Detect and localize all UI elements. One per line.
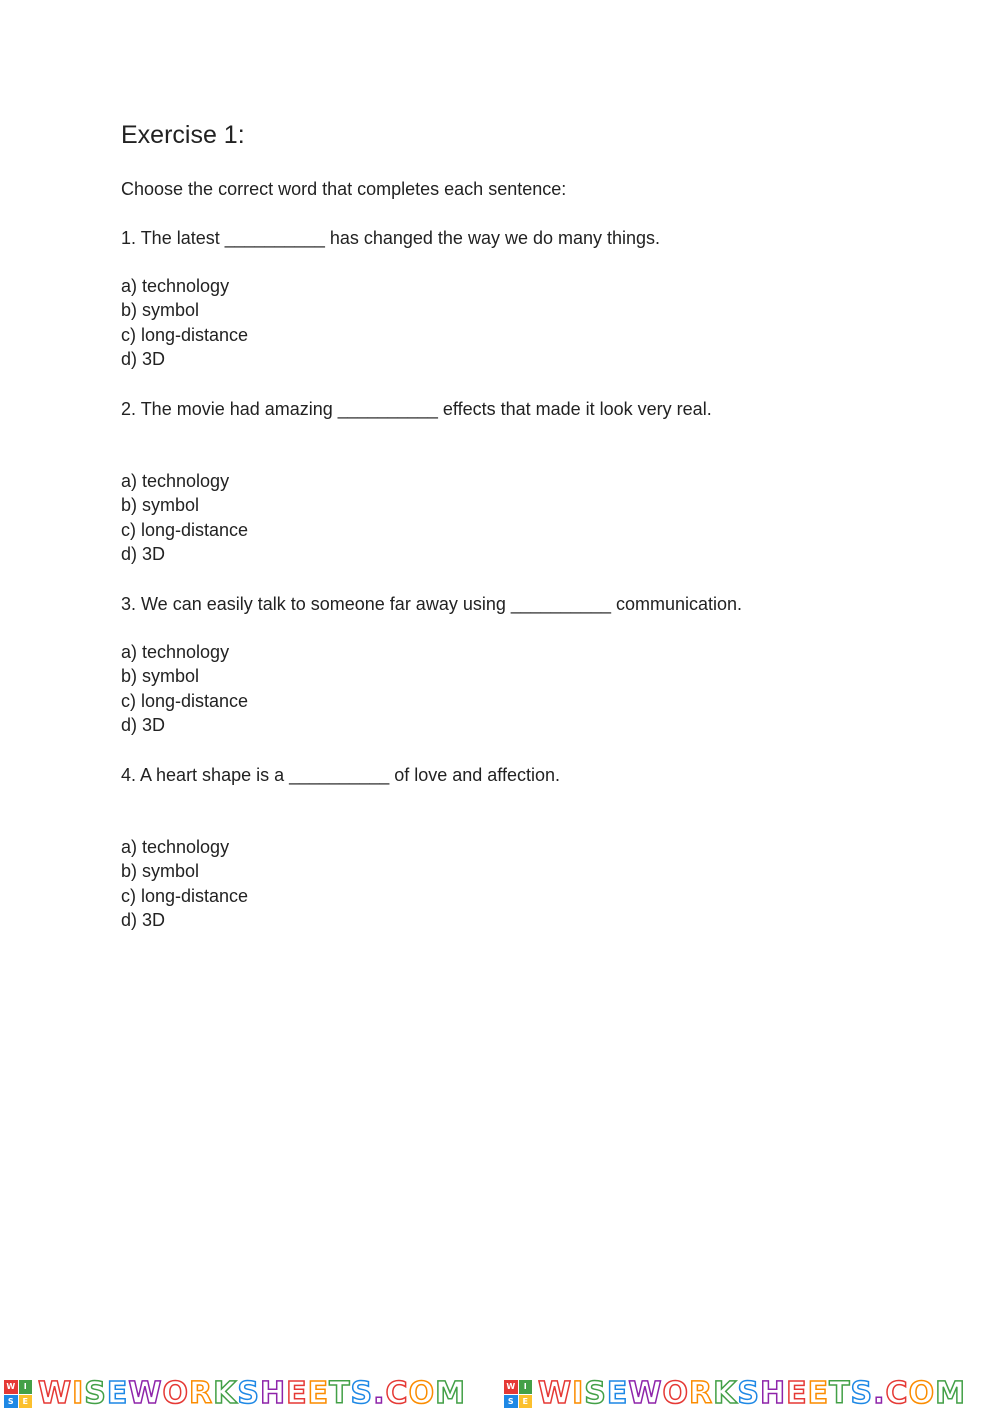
brand-letter: S (584, 1376, 607, 1411)
brand-letter: W (128, 1376, 163, 1411)
wise-logo-icon (504, 1380, 532, 1408)
brand-letter: . (873, 1376, 886, 1411)
wise-logo-icon (4, 1380, 32, 1408)
option-d: d) 3D (121, 715, 166, 736)
footer-watermark (0, 1378, 1000, 1410)
brand-watermark (4, 1378, 466, 1410)
instruction-text: Choose the correct word that completes each sentence: (121, 179, 567, 199)
option-d: d) 3D (121, 544, 166, 565)
brand-letter: . (373, 1376, 386, 1411)
brand-letter: E (286, 1376, 308, 1411)
option-c: c) long-distance (121, 690, 249, 711)
brand-letter: S (237, 1376, 260, 1411)
question-text: 1. The latest __________ has changed the way we do many things. (121, 228, 661, 248)
option-b: b) symbol (121, 861, 200, 882)
question-1 (121, 226, 941, 372)
brand-letter: T (829, 1376, 851, 1411)
brand-letter: S (350, 1376, 374, 1411)
option-list (121, 274, 941, 372)
brand-letter: E (807, 1376, 830, 1411)
brand-letter: O (162, 1376, 189, 1411)
question-2 (121, 397, 941, 567)
logo-letter: E (519, 1395, 533, 1409)
logo-letter: S (504, 1395, 518, 1409)
brand-letter: I (572, 1376, 585, 1411)
logo-letter: W (504, 1380, 518, 1394)
option-b: b) symbol (121, 300, 200, 321)
brand-letter: K (713, 1376, 738, 1411)
logo-letter: I (519, 1380, 533, 1394)
brand-letter: E (307, 1376, 330, 1411)
brand-letter: W (538, 1376, 573, 1411)
option-d: d) 3D (121, 349, 166, 370)
option-a: a) technology (121, 276, 230, 296)
brand-text (38, 1378, 466, 1410)
brand-letter: M (935, 1376, 966, 1411)
brand-letter: T (329, 1376, 351, 1411)
option-c: c) long-distance (121, 885, 249, 906)
brand-letter: C (885, 1376, 909, 1411)
brand-letter: H (259, 1376, 287, 1411)
brand-letter: H (759, 1376, 787, 1411)
logo-letter: W (4, 1380, 18, 1394)
option-b: b) symbol (121, 495, 200, 516)
brand-letter: S (737, 1376, 760, 1411)
brand-watermark (504, 1378, 966, 1410)
option-a: a) technology (121, 471, 230, 491)
option-b: b) symbol (121, 666, 200, 687)
logo-letter: S (4, 1395, 18, 1409)
brand-letter: C (385, 1376, 409, 1411)
brand-letter: R (688, 1376, 714, 1411)
question-3 (121, 592, 941, 738)
option-c: c) long-distance (121, 519, 249, 540)
brand-letter: E (106, 1376, 129, 1411)
brand-letter: S (84, 1376, 107, 1411)
option-a: a) technology (121, 642, 230, 662)
brand-letter: W (38, 1376, 73, 1411)
option-a: a) technology (121, 837, 230, 857)
question-4 (121, 763, 941, 933)
brand-letter: O (408, 1376, 436, 1411)
brand-letter: E (606, 1376, 629, 1411)
option-d: d) 3D (121, 910, 166, 931)
question-text: 3. We can easily talk to someone far away using __________ communication. (121, 594, 743, 614)
brand-letter: O (662, 1376, 689, 1411)
option-list (121, 469, 941, 567)
option-list (121, 640, 941, 738)
option-c: c) long-distance (121, 324, 249, 345)
brand-text (538, 1378, 966, 1410)
brand-letter: E (786, 1376, 808, 1411)
brand-letter: M (435, 1376, 466, 1411)
question-text: 2. The movie had amazing __________ effects that made it look very real. (121, 399, 712, 419)
logo-letter: I (19, 1380, 33, 1394)
question-text: 4. A heart shape is a __________ of love and affection. (121, 765, 561, 785)
brand-letter: O (908, 1376, 936, 1411)
brand-letter: R (188, 1376, 214, 1411)
brand-letter: K (213, 1376, 238, 1411)
option-list (121, 835, 941, 933)
logo-letter: E (19, 1395, 33, 1409)
brand-letter: I (72, 1376, 85, 1411)
brand-letter: W (628, 1376, 663, 1411)
brand-letter: S (850, 1376, 874, 1411)
exercise-title: Exercise 1: (121, 121, 245, 149)
